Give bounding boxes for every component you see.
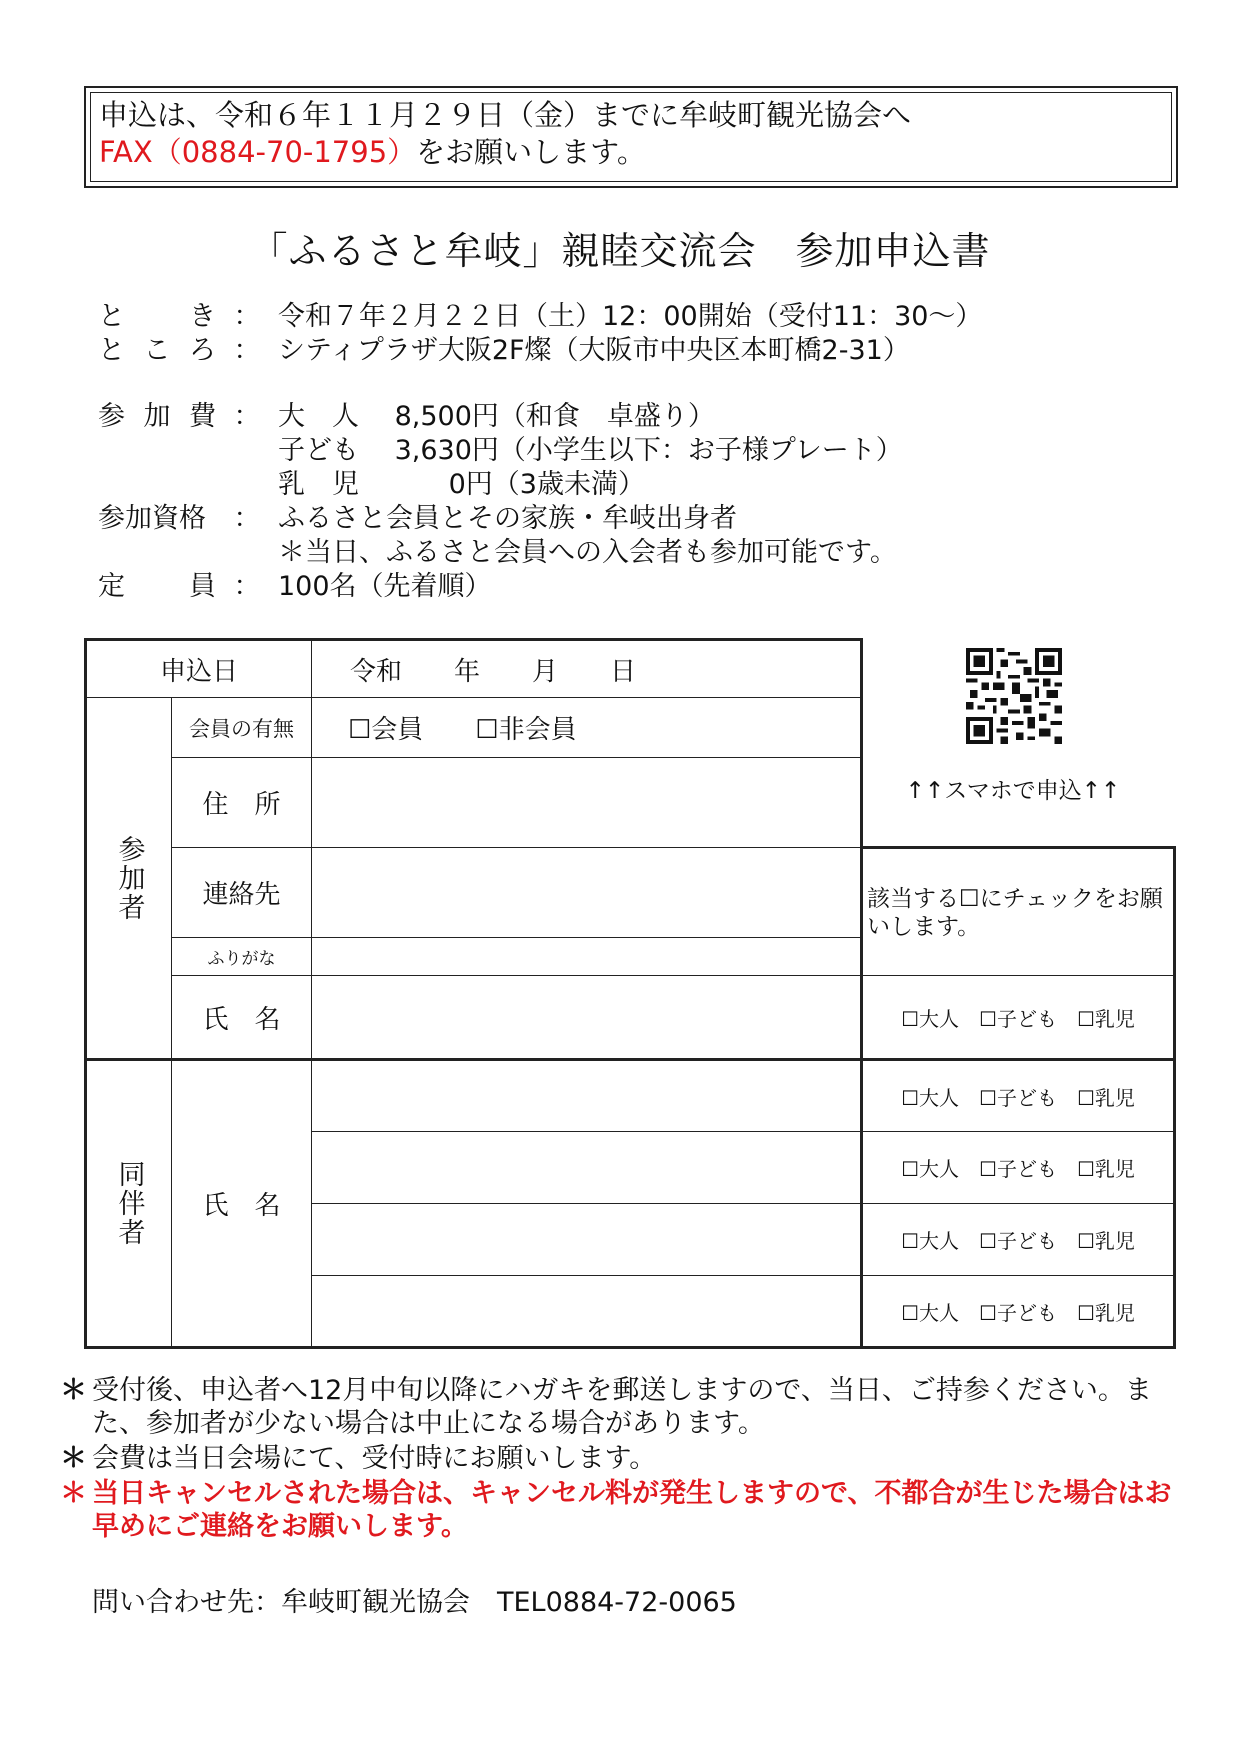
- check-child[interactable]: ☐子ども: [979, 1085, 1057, 1110]
- check-adult[interactable]: ☐大人: [901, 1157, 960, 1181]
- deadline-notice-inner: [90, 92, 1172, 182]
- where-label: と こ ろ: [98, 335, 216, 366]
- member-options[interactable]: [312, 698, 862, 758]
- fee-label: 参 加 費: [98, 401, 216, 432]
- date-field[interactable]: [312, 640, 862, 698]
- note-star: ＊: [60, 1478, 87, 1509]
- note-star: ＊: [60, 1443, 87, 1474]
- check-child[interactable]: ☐子ども: [979, 1006, 1057, 1031]
- address-label-cell: [172, 758, 312, 848]
- note-1: [60, 1374, 1190, 1440]
- check-note-cell: [862, 848, 1175, 976]
- name-label-cell: [172, 976, 312, 1060]
- member-label-cell: [172, 698, 312, 758]
- check-adult[interactable]: ☐大人: [901, 1300, 960, 1325]
- deadline-notice-box: [84, 86, 1178, 188]
- qr-area-spacer: [862, 640, 1175, 698]
- page-title: 「ふるさと牟岐」親睦交流会 参加申込書: [249, 229, 991, 273]
- address-label: 住 所: [202, 790, 281, 820]
- info-fee: [98, 400, 982, 502]
- colon: ：: [233, 503, 261, 534]
- event-info: [98, 300, 982, 604]
- check-child[interactable]: ☐子ども: [979, 1157, 1057, 1181]
- contact-label-cell: [172, 848, 312, 938]
- check-adult[interactable]: ☐大人: [901, 1229, 960, 1253]
- companion-name-label: 氏 名: [202, 1191, 281, 1221]
- where-value: シティプラザ大阪2F燦（大阪市中央区本町橋2-31）: [278, 335, 910, 366]
- companion-name-field-1[interactable]: [312, 1060, 862, 1132]
- fee-infant: 乳 児 0円（3歳未満）: [278, 469, 645, 500]
- check-infant[interactable]: ☐乳児: [1076, 1085, 1135, 1110]
- notes: [60, 1374, 1190, 1545]
- qr-area-spacer: [862, 758, 1175, 848]
- colon: ：: [233, 401, 261, 432]
- notice-line-2: [99, 134, 1163, 171]
- note-3-cancel-warning: [60, 1477, 1190, 1543]
- cap-label: 定 員: [98, 571, 216, 602]
- fax-number: FAX（0884-70-1795）: [99, 135, 417, 169]
- date-value: 令和 年 月 日: [350, 656, 637, 687]
- companion-label-cell: [86, 1060, 172, 1348]
- companion-name-field-3[interactable]: [312, 1204, 862, 1276]
- qr-caption: ↑↑スマホで申込↑↑: [905, 778, 1121, 804]
- note-star: ＊: [60, 1375, 87, 1406]
- companion-type-checks-3[interactable]: [862, 1204, 1175, 1276]
- companion-type-checks-4[interactable]: [862, 1276, 1175, 1348]
- name-label: 氏 名: [202, 1004, 281, 1035]
- fee-adult: 大 人 8,500円（和食 卓盛り）: [278, 401, 715, 432]
- qual-line-2: ＊当日、ふるさと会員への入会者も参加可能です。: [278, 537, 897, 568]
- check-note: 該当する☐にチェックをお願いします。: [867, 886, 1163, 940]
- companion-type-checks-1[interactable]: [862, 1060, 1175, 1132]
- furigana-label-cell: [172, 938, 312, 976]
- contact-field[interactable]: [312, 848, 862, 938]
- check-infant[interactable]: ☐乳児: [1076, 1229, 1135, 1253]
- check-child[interactable]: ☐子ども: [979, 1229, 1057, 1253]
- note-2: [60, 1442, 1190, 1475]
- check-adult[interactable]: ☐大人: [901, 1085, 960, 1110]
- colon: ：: [233, 571, 261, 602]
- notice-line-2-rest: をお願いします。: [416, 135, 646, 169]
- address-field[interactable]: [312, 758, 862, 848]
- check-infant[interactable]: ☐乳児: [1076, 1157, 1135, 1181]
- when-value: 令和７年２月２２日（土）12：00開始（受付11：30～）: [278, 301, 983, 332]
- when-label: と き: [98, 301, 216, 332]
- companion-label: 同伴者: [113, 1160, 145, 1247]
- note-text-3: 当日キャンセルされた場合は、キャンセル料が発生しますので、不都合が生じた場合はお早めにご連絡をお願いします。: [92, 1478, 1172, 1542]
- companion-name-field-4[interactable]: [312, 1276, 862, 1348]
- companion-type-checks-2[interactable]: [862, 1132, 1175, 1204]
- contact-label: 連絡先: [202, 880, 281, 910]
- name-field[interactable]: [312, 976, 862, 1060]
- participant-label-cell: [86, 698, 172, 1060]
- cap-value: 100名（先着順）: [278, 571, 492, 602]
- info-qualification: [98, 502, 982, 570]
- info-when: [98, 300, 982, 334]
- check-child[interactable]: ☐子ども: [979, 1300, 1057, 1325]
- check-infant[interactable]: ☐乳児: [1076, 1300, 1135, 1325]
- contact-info: 問い合わせ先：牟岐町観光協会 TEL0884-72-0065: [92, 1587, 737, 1618]
- qr-area-spacer: [862, 698, 1175, 758]
- note-text-1: 受付後、申込者へ12月中旬以降にハガキを郵送しますので、当日、ご持参ください。また、参加者が少ない場合は中止になる場合があります。: [92, 1375, 1152, 1439]
- check-infant[interactable]: ☐乳児: [1076, 1006, 1135, 1031]
- date-label: 申込日: [159, 656, 238, 687]
- info-capacity: [98, 570, 982, 604]
- qual-label: 参加資格: [98, 503, 206, 534]
- fee-child: 子ども 3,630円（小学生以下：お子様プレート）: [278, 435, 903, 466]
- member-checkboxes[interactable]: ☐会員 ☐非会員: [348, 715, 577, 745]
- member-label: 会員の有無: [189, 716, 294, 741]
- date-label-cell: [86, 640, 312, 698]
- notice-line-1: 申込は、令和６年１１月２９日（金）までに牟岐町観光協会へ: [99, 98, 912, 132]
- participant-label: 参加者: [113, 834, 145, 922]
- colon: ：: [233, 301, 261, 332]
- furigana-label: ふりがな: [207, 949, 276, 969]
- participant-type-checks[interactable]: [862, 976, 1175, 1060]
- furigana-field[interactable]: [312, 938, 862, 976]
- companion-name-label-cell: [172, 1060, 312, 1348]
- application-form-table: [84, 638, 1176, 1349]
- note-text-2: 会費は当日会場にて、受付時にお願いします。: [92, 1443, 657, 1474]
- companion-name-field-2[interactable]: [312, 1132, 862, 1204]
- check-adult[interactable]: ☐大人: [901, 1006, 960, 1031]
- info-where: [98, 334, 982, 368]
- colon: ：: [233, 335, 261, 366]
- qual-line-1: ふるさと会員とその家族・牟岐出身者: [278, 503, 737, 534]
